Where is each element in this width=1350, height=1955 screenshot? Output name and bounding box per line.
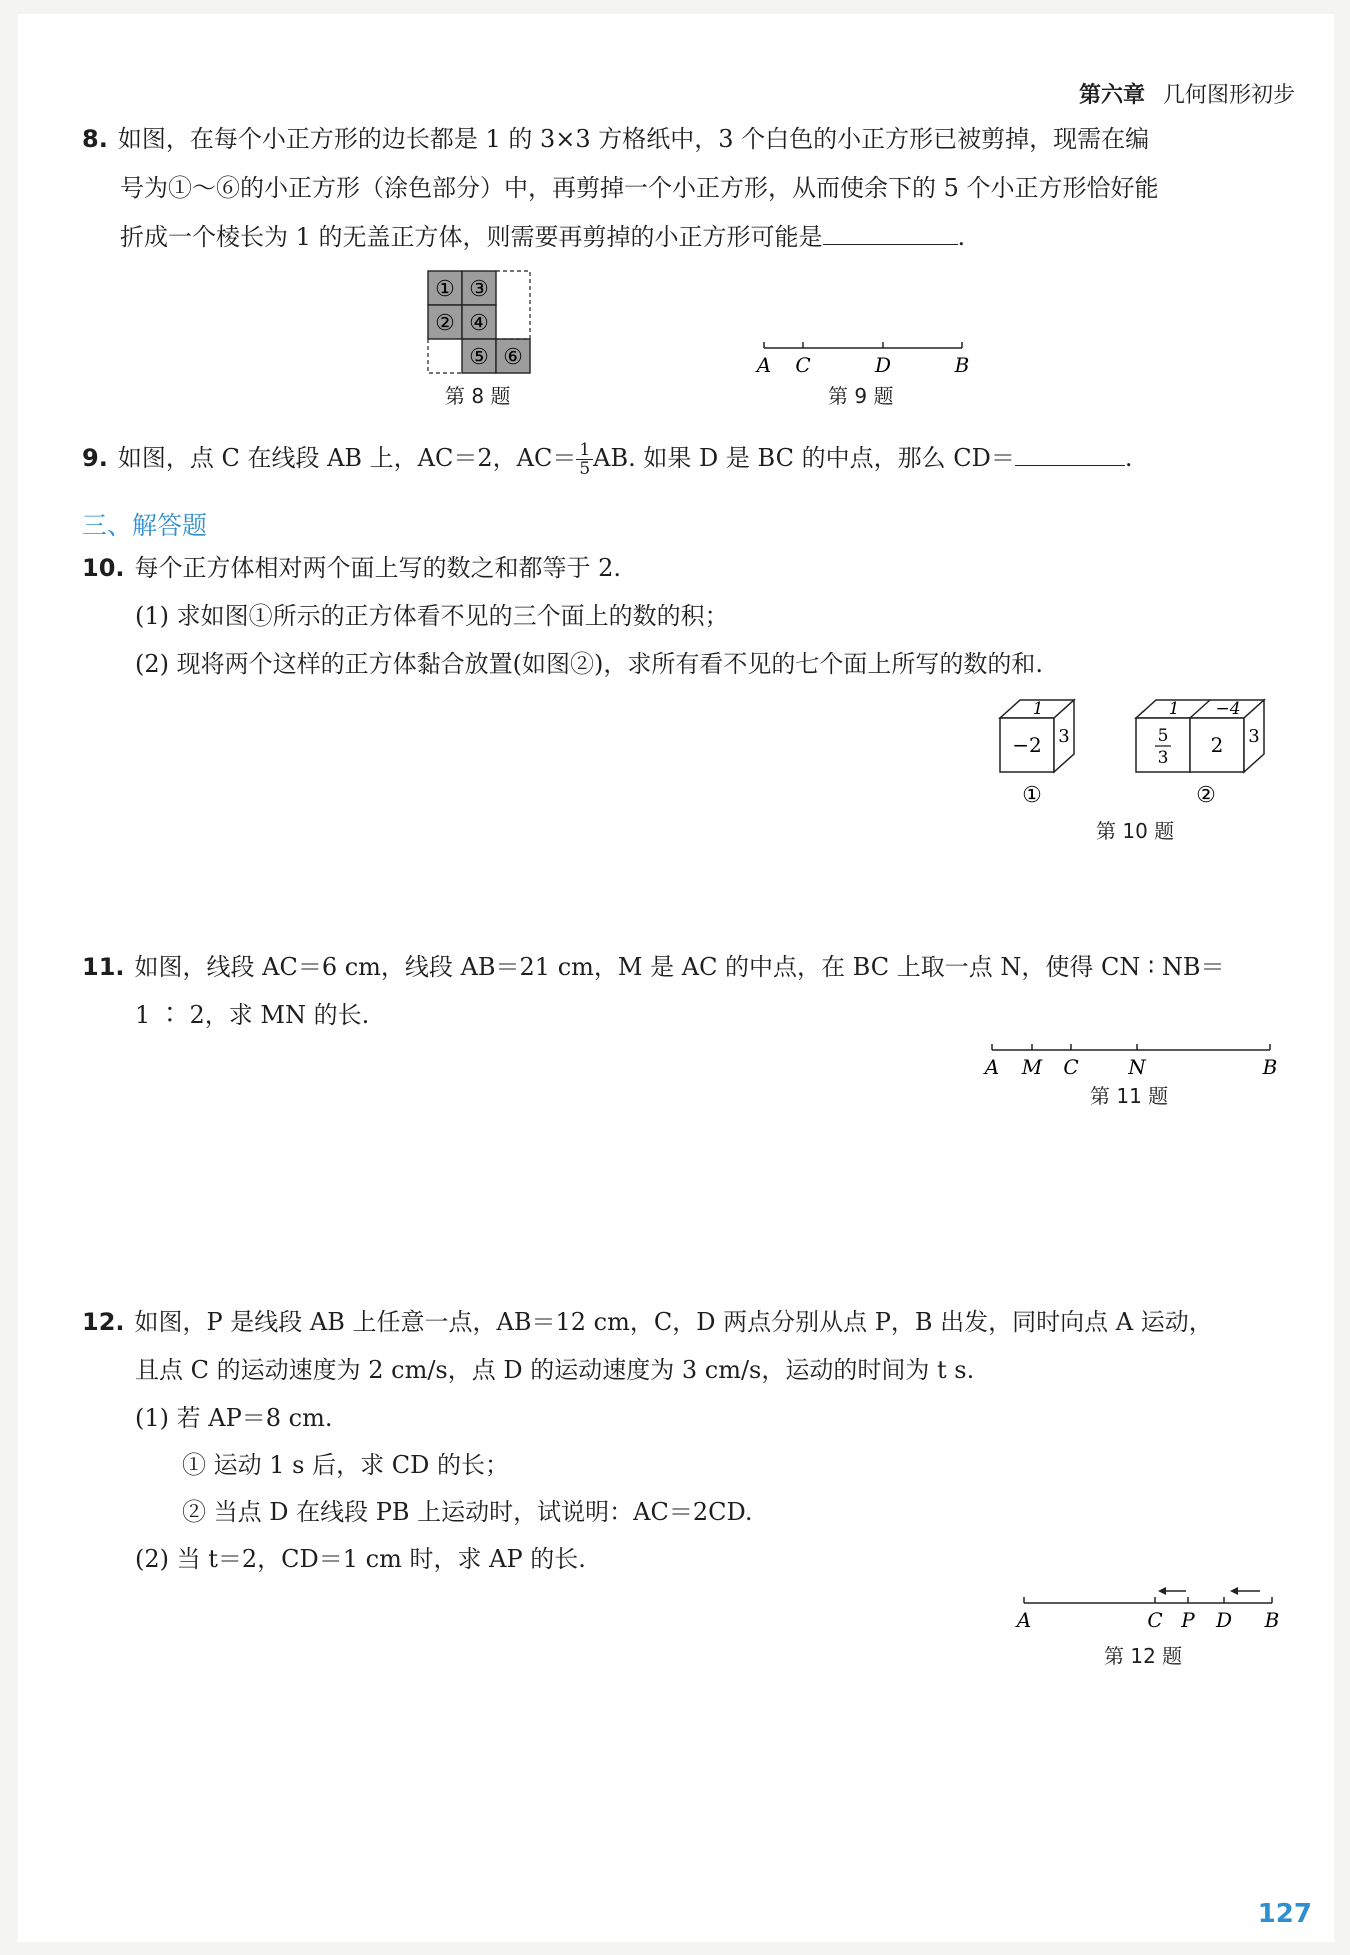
chapter-header: [1079, 78, 1295, 109]
q9-answer-blank: [1015, 445, 1125, 466]
q8-number: 8.: [82, 125, 108, 153]
point-label-A: A: [984, 1055, 1000, 1079]
point-label-P: P: [1181, 1608, 1195, 1632]
figure-10-cube-1: [992, 694, 1092, 814]
q10-sub2: (2) 现将两个这样的正方体黏合放置(如图②)，求所有看不见的七个面上所写的数的和.: [135, 650, 1043, 678]
q9-end: .: [1124, 444, 1133, 472]
cube2-side-number: 3: [1248, 726, 1260, 747]
cube1-front-number: −2: [1012, 733, 1042, 757]
cube2-top-left-number: 1: [1168, 699, 1180, 719]
cube1-side-number: 3: [1058, 726, 1070, 747]
point-label-B: B: [954, 353, 970, 377]
cell-label-1: ①: [435, 277, 455, 302]
q8-line1: [82, 124, 1149, 154]
q12-line1: [82, 1307, 1213, 1337]
point-label-D: D: [874, 353, 892, 377]
q12-text-1: 如图，P 是线段 AB 上任意一点，AB＝12 cm，C，D 两点分别从点 P，B 出发，同时向点 A 运动，: [134, 1308, 1213, 1336]
q10-line: [82, 553, 621, 583]
chapter-title: 几何图形初步: [1162, 83, 1295, 108]
q8-text-1: 如图，在每个小正方形的边长都是 1 的 3×3 方格纸中，3 个白色的小正方形已被剪掉，现需在编: [117, 125, 1150, 153]
figure-12-caption: 第 12 题: [1104, 1644, 1183, 1668]
fraction-numerator: 1: [576, 441, 593, 460]
q8-answer-blank: [823, 224, 958, 245]
cube1-top-number: 1: [1032, 699, 1044, 719]
figure-8-grid: [425, 268, 540, 378]
q9-number: 9.: [82, 444, 108, 472]
point-label-C: C: [1063, 1055, 1079, 1079]
figure-11-caption: 第 11 题: [1090, 1084, 1169, 1108]
page-number: 127: [1257, 1899, 1312, 1929]
arrow-left-icon: [1230, 1587, 1260, 1595]
q12-sub1: (1) 若 AP＝8 cm.: [135, 1404, 333, 1432]
q12-number: 12.: [82, 1308, 125, 1336]
cell-label-4: ④: [469, 311, 489, 336]
q10-sub1: (1) 求如图①所示的正方体看不见的三个面上的数的积；: [135, 602, 729, 630]
figure-11-segment: [978, 1040, 1278, 1085]
point-label-A: A: [756, 353, 772, 377]
cube2-label: ②: [1196, 783, 1216, 808]
q12-sub1b: ② 当点 D 在线段 PB 上运动时，试说明：AC＝2CD.: [182, 1498, 753, 1526]
point-label-B: B: [1264, 1608, 1280, 1632]
cube2-top-right-number: −4: [1215, 699, 1241, 719]
q11-line2: 1 ∶ 2，求 MN 的长.: [135, 1001, 370, 1029]
cell-label-5: ⑤: [469, 345, 489, 370]
point-label-D: D: [1215, 1608, 1233, 1632]
cube2-front-fraction-numerator: 5: [1157, 726, 1169, 746]
cell-label-2: ②: [435, 311, 455, 336]
q12-line2: 且点 C 的运动速度为 2 cm/s，点 D 的运动速度为 3 cm/s，运动的时间为 t s.: [135, 1356, 975, 1384]
figure-10-caption: 第 10 题: [1096, 819, 1175, 843]
figure-12-segment: [1010, 1585, 1285, 1635]
figure-9-segment: [750, 338, 975, 383]
q8-line2: 号为①～⑥的小正方形（涂色部分）中，再剪掉一个小正方形，从而使余下的 5 个小正方形恰好能: [120, 174, 1159, 202]
q9-fraction: [576, 441, 593, 478]
cell-label-3: ③: [469, 277, 489, 302]
chapter-number: 第六章: [1078, 83, 1145, 108]
cell-label-6: ⑥: [503, 345, 523, 370]
q8-text-3: 折成一个棱长为 1 的无盖正方体，则需要再剪掉的小正方形可能是: [120, 223, 823, 251]
q10-text: 每个正方体相对两个面上写的数之和都等于 2.: [134, 554, 622, 582]
q11-number: 11.: [82, 953, 125, 981]
point-label-C: C: [795, 353, 811, 377]
figure-8-caption: 第 8 题: [445, 384, 511, 408]
cube1-label: ①: [1022, 783, 1042, 808]
point-label-N: N: [1128, 1055, 1146, 1079]
q9-text-2: AB. 如果 D 是 BC 的中点，那么 CD＝: [593, 444, 1015, 472]
q9-text-1: 如图，点 C 在线段 AB 上，AC＝2，AC＝: [117, 444, 577, 472]
q8-end: .: [957, 223, 966, 251]
point-label-B: B: [1262, 1055, 1278, 1079]
q10-number: 10.: [82, 554, 125, 582]
cube2-front-right-number: 2: [1210, 733, 1224, 757]
arrow-left-icon: [1158, 1587, 1186, 1595]
cube2-front-fraction-denominator: 3: [1157, 748, 1169, 768]
figure-10-cube-2: [1128, 694, 1288, 814]
q8-line3: [120, 222, 965, 252]
point-label-M: M: [1021, 1055, 1043, 1079]
q12-sub1a: ① 运动 1 s 后，求 CD 的长；: [182, 1451, 509, 1479]
point-label-A: A: [1016, 1608, 1032, 1632]
q12-sub2: (2) 当 t＝2，CD＝1 cm 时，求 AP 的长.: [135, 1545, 586, 1573]
point-label-C: C: [1147, 1608, 1163, 1632]
q9-line: [82, 438, 1132, 478]
q11-line1: [82, 952, 1225, 982]
figure-9-caption: 第 9 题: [828, 384, 894, 408]
q11-text-1: 如图，线段 AC＝6 cm，线段 AB＝21 cm，M 是 AC 的中点，在 BC 上取一点 N，使得 CN ∶ NB＝: [134, 953, 1225, 981]
section-title: 三、解答题: [82, 511, 208, 540]
fraction-denominator: 5: [579, 459, 591, 479]
